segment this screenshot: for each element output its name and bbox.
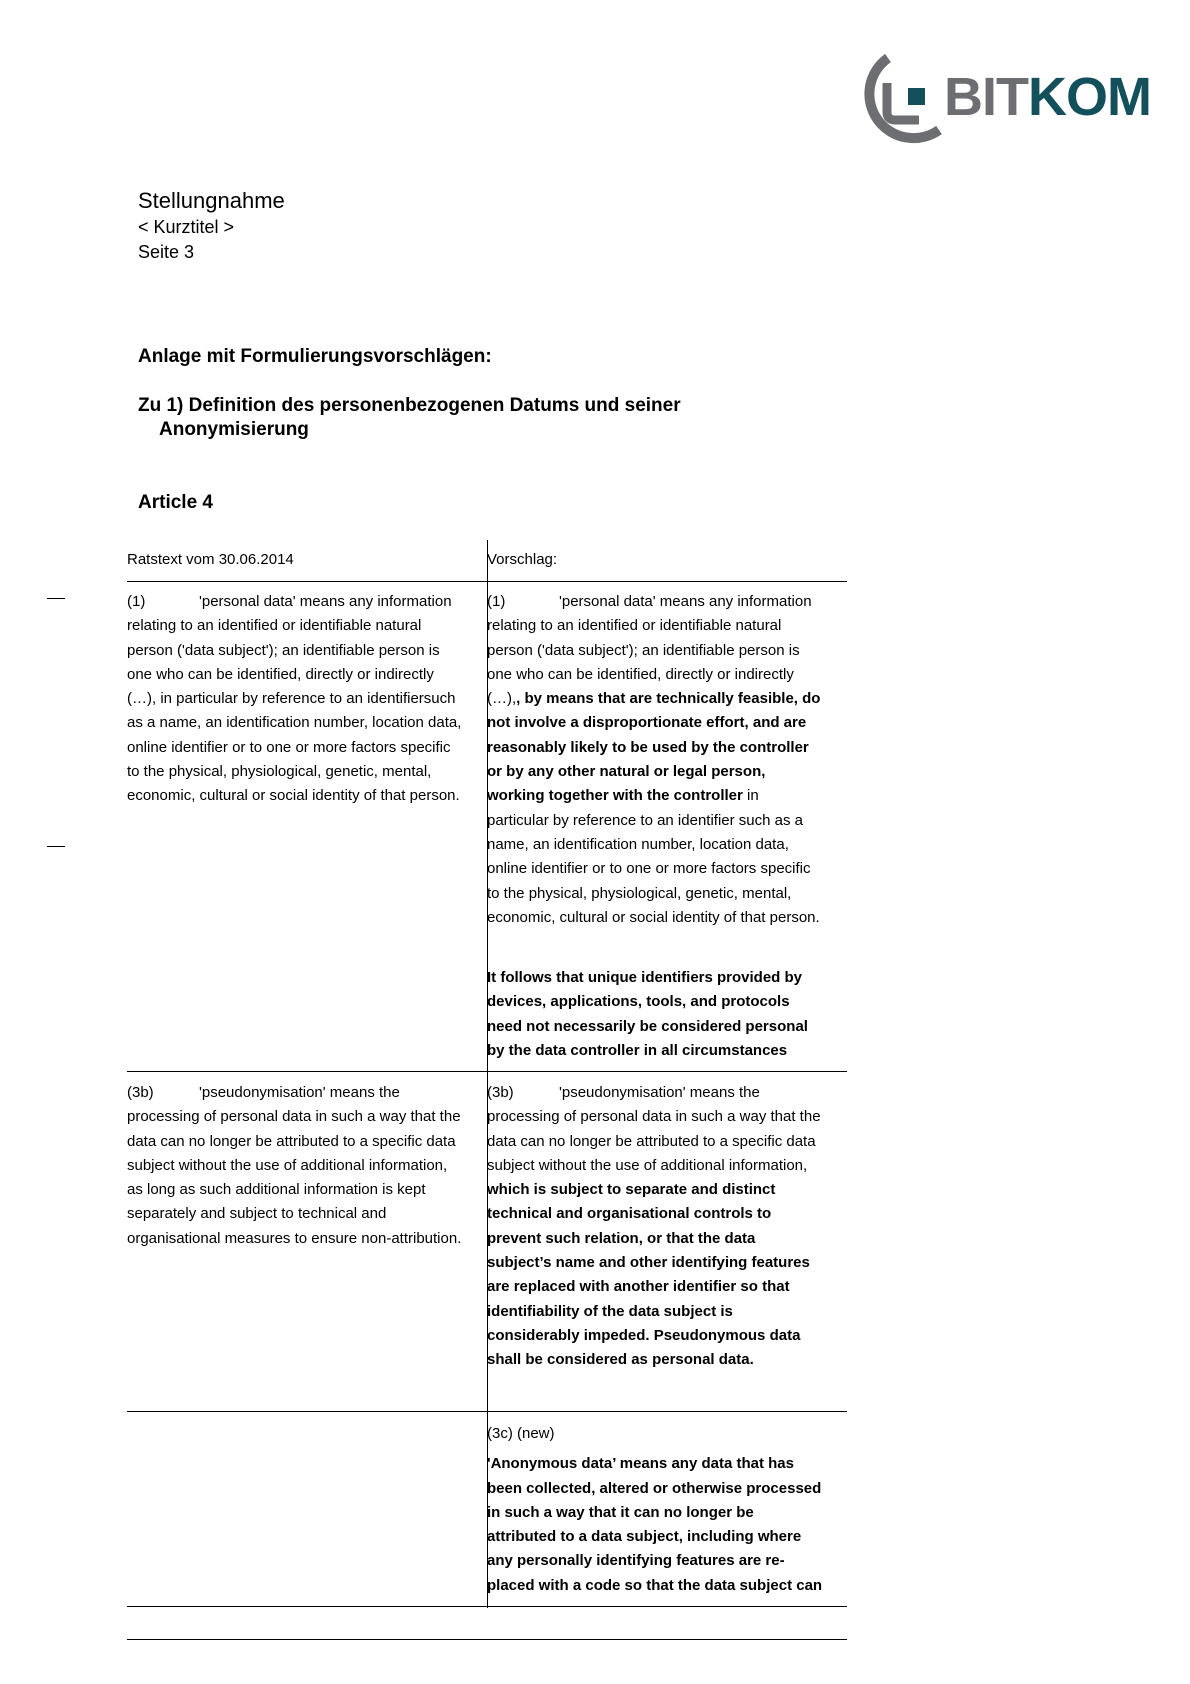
bold-insertion: prevent such relation, or that the data bbox=[487, 1229, 756, 1247]
bitkom-logo-mark-icon bbox=[855, 50, 945, 146]
bold-insertion: in such a way that it can no longer be bbox=[487, 1503, 754, 1521]
bold-note: by the data controller in all circumstances bbox=[487, 1042, 788, 1060]
row-divider bbox=[127, 1639, 847, 1640]
text-line: separately and subject to technical and bbox=[127, 1205, 387, 1223]
row-divider bbox=[127, 1411, 847, 1412]
row-divider bbox=[127, 1071, 847, 1072]
bitkom-logo bbox=[855, 50, 1151, 146]
row2-right-number: (3b) bbox=[487, 1084, 514, 1101]
row1-proposal bbox=[487, 590, 849, 1063]
section-heading-line1: Zu 1) Definition des personenbezogenen Datums und seiner bbox=[138, 395, 681, 416]
text-line: 'personal data' means any information bbox=[559, 593, 812, 610]
text-line: data can no longer be attributed to a specific data bbox=[487, 1132, 816, 1150]
bold-insertion: which is subject to separate and distinct bbox=[487, 1181, 776, 1199]
text-line: (…), in particular by reference to an identifiersuch bbox=[127, 690, 456, 708]
text-line: one who can be identified, directly or indirectly bbox=[127, 665, 434, 683]
bold-insertion: any personally identifying features are re- bbox=[487, 1552, 785, 1570]
text-line: name, an identification number, location data, bbox=[487, 835, 789, 853]
row2-council-text bbox=[127, 1081, 485, 1251]
bold-note: need not necessarily be considered personal bbox=[487, 1017, 808, 1035]
text-line: relating to an identified or identifiable natural bbox=[127, 617, 422, 635]
text-line: subject without the use of additional information, bbox=[487, 1156, 808, 1174]
bold-note: devices, applications, tools, and protocols bbox=[487, 993, 790, 1011]
text-line: person ('data subject'); an identifiable person is bbox=[487, 641, 800, 659]
page-number: Seite 3 bbox=[138, 242, 195, 262]
bold-insertion: , by means that are technically feasible, do bbox=[516, 690, 821, 708]
text-line: person ('data subject'); an identifiable person is bbox=[127, 641, 440, 659]
row-divider bbox=[127, 581, 847, 582]
row2-proposal bbox=[487, 1081, 849, 1373]
text-line: particular by reference to an identifier such as a bbox=[487, 811, 804, 829]
text-line: as a name, an identification number, location data, bbox=[127, 714, 462, 732]
bold-insertion: reasonably likely to be used by the controller bbox=[487, 738, 809, 756]
bold-note: It follows that unique identifiers provided by bbox=[487, 969, 803, 987]
row3-proposal bbox=[487, 1422, 849, 1598]
text-line: subject without the use of additional information, bbox=[127, 1156, 448, 1174]
section-heading-line2: Anonymisierung bbox=[159, 419, 309, 440]
row3-right-number: (3c) (new) bbox=[487, 1425, 555, 1442]
text-line: one who can be identified, directly or indirectly bbox=[487, 665, 794, 683]
short-title: < Kurztitel > bbox=[138, 217, 235, 237]
row2-left-number: (3b) bbox=[127, 1084, 154, 1101]
bold-insertion: shall be considered as personal data. bbox=[487, 1351, 754, 1369]
text-line: economic, cultural or social identity of that person. bbox=[127, 787, 460, 805]
margin-mark bbox=[47, 598, 65, 599]
text-line: 'pseudonymisation' means the bbox=[199, 1084, 400, 1101]
bold-insertion: technical and organisational controls to bbox=[487, 1205, 772, 1223]
bold-insertion: attributed to a data subject, including where bbox=[487, 1528, 802, 1546]
text-line: to the physical, physiological, genetic, mental, bbox=[487, 884, 792, 902]
bold-insertion: subject’s name and other identifying features bbox=[487, 1254, 810, 1272]
text-line: organisational measures to ensure non-attribution. bbox=[127, 1229, 462, 1247]
bold-insertion: working together with the controller bbox=[487, 787, 743, 805]
annex-heading: Anlage mit Formulierungsvorschlägen: bbox=[138, 346, 492, 367]
row1-right-number: (1) bbox=[487, 593, 506, 610]
article-heading: Article 4 bbox=[138, 492, 213, 513]
document-title: Stellungnahme bbox=[138, 188, 285, 213]
bold-insertion: considerably impeded. Pseudonymous data bbox=[487, 1326, 801, 1344]
text-line: processing of personal data in such a way that the bbox=[127, 1108, 461, 1126]
column-header-council-text: Ratstext vom 30.06.2014 bbox=[127, 551, 294, 568]
text-line: online identifier or to one or more factors specific bbox=[127, 738, 451, 756]
text-line: data can no longer be attributed to a specific data bbox=[127, 1132, 456, 1150]
bold-insertion: not involve a disproportionate effort, and are bbox=[487, 714, 807, 732]
row-divider bbox=[127, 1606, 847, 1607]
bitkom-logo-text: BITKOM bbox=[944, 67, 1151, 127]
section-heading bbox=[138, 394, 838, 442]
text-line: 'pseudonymisation' means the bbox=[559, 1084, 760, 1101]
text-line: to the physical, physiological, genetic, mental, bbox=[127, 763, 432, 781]
text-line: online identifier or to one or more factors specific bbox=[487, 860, 811, 878]
text-line: economic, cultural or social identity of that person. bbox=[487, 908, 820, 926]
bold-insertion: identifiability of the data subject is bbox=[487, 1302, 733, 1320]
text-line: 'personal data' means any information bbox=[199, 593, 452, 610]
bold-insertion: or by any other natural or legal person, bbox=[487, 763, 766, 781]
bold-insertion: are replaced with another identifier so that bbox=[487, 1278, 790, 1296]
text-fragment: in bbox=[742, 787, 759, 805]
document-header bbox=[138, 187, 285, 265]
bold-insertion: been collected, altered or otherwise processed bbox=[487, 1479, 822, 1497]
text-fragment: (…), bbox=[487, 690, 517, 708]
text-line: processing of personal data in such a way that the bbox=[487, 1108, 821, 1126]
row1-left-number: (1) bbox=[127, 593, 146, 610]
margin-mark bbox=[47, 846, 65, 847]
column-header-proposal: Vorschlag: bbox=[487, 551, 558, 568]
comparison-table bbox=[127, 540, 847, 1610]
text-line: as long as such additional information is kept bbox=[127, 1181, 426, 1199]
text-line: relating to an identified or identifiable natural bbox=[487, 617, 782, 635]
bold-insertion: placed with a code so that the data subject can bbox=[487, 1576, 823, 1594]
row1-council-text bbox=[127, 590, 485, 809]
bold-insertion: 'Anonymous data’ means any data that has bbox=[487, 1455, 794, 1473]
